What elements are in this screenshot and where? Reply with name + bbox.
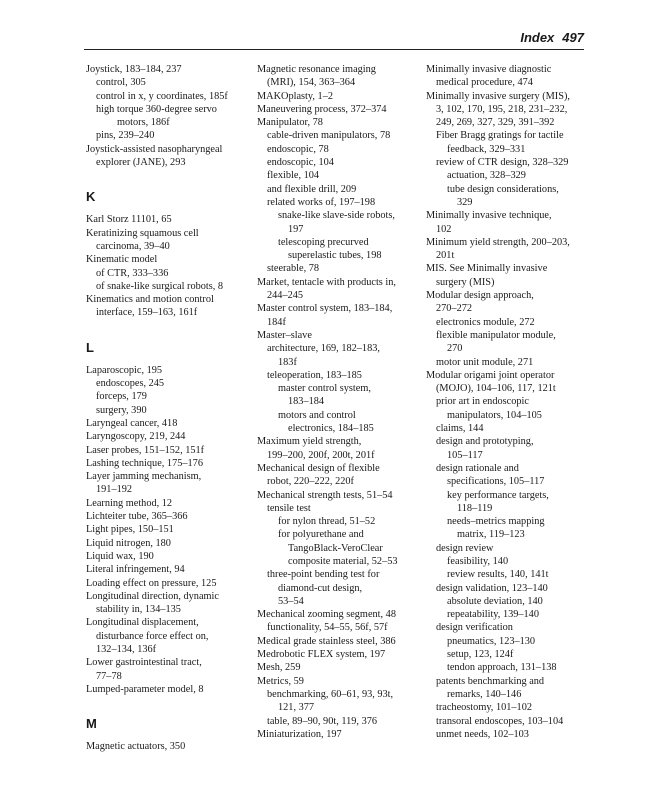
index-entry: MIS. See Minimally invasive — [426, 263, 548, 275]
index-subentry: steerable, 78 — [267, 263, 320, 275]
index-subentry: manipulators, 104–105 — [447, 409, 542, 421]
index-entry: Mechanical zooming segment, 48 — [257, 609, 396, 621]
index-column-1 — [86, 63, 248, 753]
index-entry: Joystick, 183–184, 237 — [86, 64, 182, 75]
index-entry: Lower gastrointestinal tract, — [86, 657, 202, 669]
index-entry: Minimum yield strength, 200–203, — [426, 236, 570, 248]
index-entry: Liquid nitrogen, 180 — [86, 537, 171, 549]
index-subentry: motors and control — [278, 409, 356, 421]
index-subentry: functionality, 54–55, 56f, 57f — [267, 622, 388, 634]
index-subentry: tensile test — [267, 502, 311, 514]
index-subentry: carcinoma, 39–40 — [96, 240, 170, 252]
index-subentry: teleoperation, 183–185 — [267, 369, 362, 381]
index-subentry: of CTR, 333–336 — [96, 267, 169, 279]
index-entry: Magnetic actuators, 350 — [86, 741, 186, 753]
index-entry: Medrobotic FLEX system, 197 — [257, 649, 386, 661]
index-subentry: 53–54 — [278, 595, 304, 607]
index-subentry: feasibility, 140 — [447, 555, 509, 567]
index-entry: Joystick-assisted nasopharyngeal — [86, 143, 223, 155]
index-subentry: (MOJO), 104–106, 117, 121t — [436, 383, 556, 395]
index-subentry: actuation, 328–329 — [447, 170, 526, 182]
index-entry: Learning method, 12 — [86, 497, 173, 509]
index-subentry: 183–184 — [288, 396, 325, 408]
index-subentry: endoscopic, 104 — [267, 157, 334, 169]
index-entry: Laparoscopic, 195 — [86, 364, 163, 376]
index-subentry: composite material, 52–53 — [288, 555, 398, 567]
index-entry: Modular design approach, — [426, 290, 534, 302]
index-entry: Manipulator, 78 — [257, 117, 323, 129]
index-subentry: 270 — [447, 343, 463, 355]
index-subentry: control, 305 — [96, 77, 146, 89]
index-subentry: for nylon thread, 51–52 — [278, 516, 376, 528]
index-entry: Laryngoscopy, 219, 244 — [86, 431, 186, 443]
index-subentry: 121, 377 — [278, 702, 315, 714]
index-subentry: 118–119 — [457, 502, 493, 514]
index-subentry: TangoBlack-VeroClear — [288, 542, 383, 554]
index-subentry: pins, 239–240 — [96, 130, 155, 142]
index-subentry: review of CTR design, 328–329 — [436, 157, 569, 169]
index-subentry: interface, 159–163, 161f — [96, 307, 198, 319]
index-subentry: repeatability, 139–140 — [447, 609, 539, 621]
index-subentry: related works of, 197–198 — [267, 196, 376, 208]
index-entry: Medical grade stainless steel, 386 — [257, 635, 396, 647]
index-subentry: disturbance force effect on, — [96, 630, 209, 642]
header-title: Index — [520, 30, 555, 45]
index-subentry: 3, 102, 170, 195, 218, 231–232, — [436, 103, 568, 115]
index-entry: Minimally invasive diagnostic — [426, 64, 552, 75]
index-subentry: for polyurethane and — [278, 529, 364, 541]
index-entry: Maneuvering process, 372–374 — [257, 103, 387, 115]
index-subentry: specifications, 105–117 — [447, 476, 545, 488]
index-subentry: 244–245 — [267, 290, 304, 302]
index-entry: Liquid wax, 190 — [86, 550, 154, 562]
index-subentry: medical procedure, 474 — [436, 77, 533, 89]
index-entry: Literal infringement, 94 — [86, 564, 185, 576]
index-subentry: 197 — [288, 223, 304, 235]
index-subentry: 199–200, 200f, 200t, 201f — [267, 449, 375, 461]
index-subentry: endoscopes, 245 — [96, 378, 165, 390]
index-subentry: Fiber Bragg gratings for tactile — [436, 130, 564, 142]
index-subentry: tracheostomy, 101–102 — [436, 702, 532, 714]
index-subentry: 201t — [436, 250, 455, 262]
index-subentry: feedback, 329–331 — [447, 143, 526, 155]
index-entry: Maximum yield strength, — [257, 436, 362, 448]
index-subentry: remarks, 140–146 — [447, 688, 522, 700]
index-subentry: needs–metrics mapping — [447, 516, 545, 528]
index-subentry: snake-like slave-side robots, — [278, 210, 395, 222]
index-entry: Mechanical strength tests, 51–54 — [257, 489, 393, 501]
index-subentry: flexible, 104 — [267, 170, 320, 182]
index-subentry: 77–78 — [96, 670, 122, 682]
index-subentry: three-point bending test for — [267, 569, 380, 581]
index-column-3 — [426, 63, 594, 741]
index-subentry: tendon approach, 131–138 — [447, 662, 557, 674]
index-subentry: 132–134, 136f — [96, 643, 157, 655]
index-subentry: unmet needs, 102–103 — [436, 728, 529, 740]
index-subentry: key performance targets, — [447, 489, 549, 501]
index-subentry: motors, 186f — [117, 117, 170, 129]
index-entry: Lichteiter tube, 365–366 — [86, 511, 188, 523]
index-entry: Master control system, 183–184, — [257, 303, 393, 315]
index-column-2 — [257, 63, 419, 741]
index-subentry: architecture, 169, 182–183, — [267, 343, 380, 355]
index-entry: Modular origami joint operator — [426, 369, 555, 381]
index-subentry: setup, 123, 124f — [447, 649, 514, 661]
index-subentry: prior art in endoscopic — [436, 396, 529, 408]
index-subentry: robot, 220–222, 220f — [267, 476, 354, 488]
index-subentry: 102 — [436, 223, 452, 235]
index-subentry: transoral endoscopes, 103–104 — [436, 715, 564, 727]
index-entry: Mesh, 259 — [257, 662, 301, 674]
index-subentry: cable-driven manipulators, 78 — [267, 130, 391, 142]
index-subentry: design and prototyping, — [436, 436, 534, 448]
index-subentry: benchmarking, 60–61, 93, 93t, — [267, 688, 394, 700]
index-subentry: electronics module, 272 — [436, 316, 535, 328]
index-subentry: forceps, 179 — [96, 391, 147, 403]
index-subentry: control in x, y coordinates, 185f — [96, 90, 228, 102]
index-entry: Lashing technique, 175–176 — [86, 457, 203, 469]
index-entry: Laryngeal cancer, 418 — [86, 417, 178, 429]
index-subentry: 191–192 — [96, 484, 133, 496]
index-entry: Longitudinal displacement, — [86, 617, 199, 629]
index-entry: Layer jamming mechanism, — [86, 471, 202, 483]
index-entry: Master–slave — [257, 329, 312, 341]
index-subentry: design verification — [436, 622, 513, 634]
index-entry: Metrics, 59 — [257, 675, 304, 687]
index-subentry: absolute deviation, 140 — [447, 595, 543, 607]
index-subentry: pneumatics, 123–130 — [447, 635, 536, 647]
index-subentry: electronics, 184–185 — [288, 423, 374, 435]
index-entry: Light pipes, 150–151 — [86, 524, 174, 536]
index-subentry: and flexible drill, 209 — [267, 183, 357, 195]
index-subentry: 249, 269, 327, 329, 391–392 — [436, 117, 555, 129]
index-subentry: tube design considerations, — [447, 183, 559, 195]
index-subentry: endoscopic, 78 — [267, 143, 329, 155]
index-section-letter: L — [86, 339, 94, 355]
index-subentry: patents benchmarking and — [436, 675, 545, 687]
page-number: 497 — [562, 30, 584, 45]
index-entry: Mechanical design of flexible — [257, 462, 380, 474]
index-subentry: motor unit module, 271 — [436, 356, 534, 368]
index-entry: Magnetic resonance imaging — [257, 64, 376, 75]
index-entry: Kinematics and motion control — [86, 294, 214, 306]
index-subentry: design rationale and — [436, 462, 519, 474]
index-subentry: explorer (JANE), 293 — [96, 157, 186, 169]
index-subentry: of snake-like surgical robots, 8 — [96, 280, 224, 292]
index-subentry: master control system, — [278, 383, 371, 395]
index-entry: Lumped-parameter model, 8 — [86, 683, 204, 695]
index-subentry: 184f — [267, 316, 286, 328]
index-subentry: high torque 360-degree servo — [96, 103, 217, 115]
running-header — [520, 30, 584, 45]
index-entry: MAKOplasty, 1–2 — [257, 90, 333, 102]
index-subentry: surgery (MIS) — [436, 276, 495, 288]
index-entry: Keratinizing squamous cell — [86, 227, 199, 239]
index-entry: Miniaturization, 197 — [257, 728, 342, 740]
index-subentry: diamond-cut design, — [278, 582, 363, 594]
index-subentry: table, 89–90, 90t, 119, 376 — [267, 715, 378, 727]
index-section-letter: M — [86, 716, 97, 732]
index-subentry: design validation, 123–140 — [436, 582, 548, 594]
header-rule — [84, 49, 584, 50]
index-subentry: claims, 144 — [436, 423, 484, 435]
index-entry: Karl Storz 11101, 65 — [86, 214, 172, 226]
index-subentry: flexible manipulator module, — [436, 329, 556, 341]
index-subentry: design review — [436, 542, 494, 554]
index-subentry: 183f — [278, 356, 297, 368]
index-subentry: review results, 140, 141t — [447, 569, 549, 581]
index-subentry: 329 — [457, 196, 473, 208]
index-entry: Laser probes, 151–152, 151f — [86, 444, 205, 456]
index-entry: Minimally invasive surgery (MIS), — [426, 90, 570, 102]
index-section-letter: K — [86, 189, 96, 205]
index-entry: Minimally invasive technique, — [426, 210, 552, 222]
index-subentry: 270–272 — [436, 303, 473, 315]
index-subentry: (MRI), 154, 363–364 — [267, 77, 356, 89]
index-subentry: surgery, 390 — [96, 404, 147, 416]
index-subentry: telescoping precurved — [278, 236, 369, 248]
index-entry: Longitudinal direction, dynamic — [86, 590, 219, 602]
index-entry: Kinematic model — [86, 254, 158, 266]
index-subentry: superelastic tubes, 198 — [288, 250, 382, 262]
index-subentry: 105–117 — [447, 449, 483, 461]
index-subentry: stability in, 134–135 — [96, 604, 181, 616]
index-entry: Market, tentacle with products in, — [257, 276, 396, 288]
index-subentry: matrix, 119–123 — [457, 529, 525, 541]
index-entry: Loading effect on pressure, 125 — [86, 577, 217, 589]
